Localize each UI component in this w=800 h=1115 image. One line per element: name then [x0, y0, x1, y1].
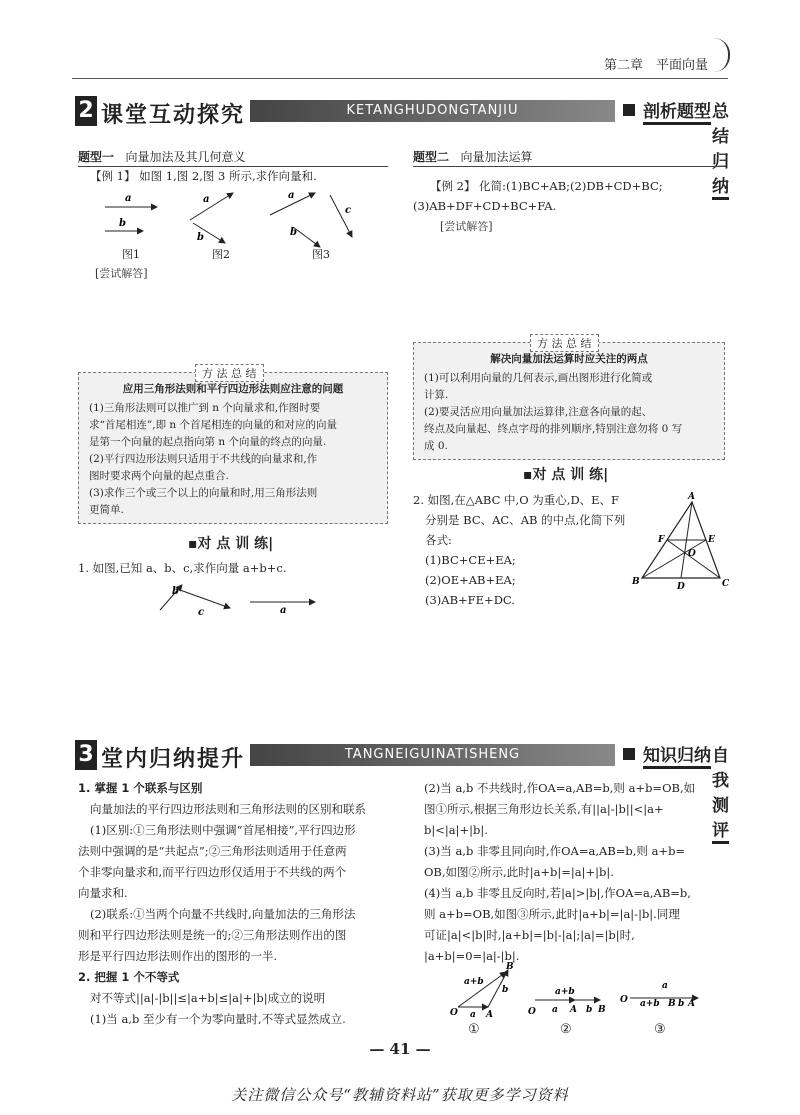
type1-label: 题型一 — [78, 150, 115, 164]
s3r-line: 可证|a|<|b|时,|a+b|=|b|-|a|;|a|=|b|时, — [424, 928, 635, 942]
svg-text:a: a — [288, 190, 295, 201]
practice1-text: 1. 如图,已知 a、b、c,求作向量 a+b+c. — [78, 561, 287, 575]
s3-fig2-label: ② — [560, 1022, 572, 1037]
practice2-line: (3)AB+FE+DC. — [425, 593, 515, 607]
footer-note: 关注微信公众号“教辅资料站”获取更多学习资料 — [231, 1086, 569, 1104]
svg-text:a+b: a+b — [555, 987, 575, 997]
svg-text:a: a — [662, 981, 668, 991]
section2-pinyin: KETANGHUDONGTANJIU — [250, 100, 615, 122]
section2-number: 2 — [75, 96, 97, 126]
s3-line: 则和平行四边形法则是统一的;②三角形法则作出的图 — [78, 928, 347, 942]
fig2-label: 图2 — [212, 248, 230, 261]
s3-heading: 2. 把握 1 个不等式 — [78, 970, 180, 984]
s3r-line: 则 a+b=OB,如图③所示,此时|a+b|=|a|-|b|.同理 — [424, 907, 680, 921]
method1-line: (2)平行四边形法则只适用于不共线的向量求和,作 — [89, 453, 318, 465]
practice2-line: (2)OE+AB+EA; — [425, 573, 516, 587]
method2-line: 成 0. — [424, 440, 448, 452]
svg-text:c: c — [198, 607, 205, 618]
svg-text:O: O — [688, 549, 696, 559]
svg-text:b: b — [290, 227, 297, 238]
fig1-label: 图1 — [122, 248, 140, 261]
try-answer-label-2: [尝试解答] — [440, 220, 493, 233]
try-answer-label-1: [尝试解答] — [95, 267, 148, 280]
method1-title: 方 法 总 结 — [195, 364, 264, 382]
practice2-title: ▪对 点 训 练| — [523, 467, 609, 483]
fig3-label: 图3 — [312, 248, 330, 261]
s3r-line: 图①所示,根据三角形边长关系,有||a|-|b||<|a+ — [424, 802, 664, 816]
svg-text:B: B — [506, 962, 514, 972]
svg-text:a: a — [280, 605, 287, 616]
section3-figures — [440, 962, 720, 1037]
svg-text:a+b: a+b — [464, 977, 484, 987]
example2-line1 — [430, 176, 663, 196]
section3-pinyin: TANGNEIGUINATISHENG — [250, 744, 615, 766]
s3r-line: b|<|a|+|b|. — [424, 823, 488, 837]
practice2-line: 分别是 BC、AC、AB 的中点,化简下列 — [425, 513, 626, 527]
method1-line: 求“首尾相连”,即 n 个首尾相连的向量的和对应的向量 — [89, 419, 338, 431]
practice2-text — [413, 490, 643, 610]
svg-text:O: O — [450, 1008, 458, 1018]
section3-left — [78, 778, 388, 1030]
svg-text:F: F — [658, 535, 665, 545]
example1 — [90, 166, 317, 186]
method-summary-1 — [78, 372, 388, 524]
svg-text:O: O — [528, 1007, 536, 1017]
method1-line: (1)三角形法则可以推广到 n 个向量求和,作图时要 — [89, 402, 321, 414]
svg-text:a: a — [125, 193, 132, 204]
svg-text:a: a — [552, 1005, 558, 1015]
svg-text:O: O — [620, 995, 628, 1005]
section3-title: 堂内归纳提升 — [101, 747, 246, 772]
practice2-line: (1)BC+CE+EA; — [425, 553, 516, 567]
section3-tag1: 知识归纳 — [643, 741, 711, 769]
chapter-header: 第二章 平面向量 — [603, 58, 708, 73]
svg-text:A: A — [688, 492, 695, 502]
method-summary-2 — [413, 342, 725, 460]
svg-text:A: A — [570, 1005, 577, 1015]
svg-text:C: C — [722, 579, 730, 589]
s3-line: (1)区别:①三角形法则中强调“首尾相接”,平行四边形 — [90, 823, 356, 837]
s3r-line: |a+b|=0=|a|-|b|. — [424, 949, 520, 963]
svg-text:a+b: a+b — [640, 999, 660, 1009]
type2-heading — [413, 148, 532, 165]
svg-text:b: b — [172, 586, 179, 597]
s3-line: 向量加法的平行四边形法则和三角形法则的区别和联系 — [90, 802, 366, 816]
s3-line: 向量求和. — [78, 886, 128, 900]
triangle-figure — [630, 490, 730, 590]
header-bracket-decoration — [714, 38, 730, 72]
s3r-line: (2)当 a,b 不共线时,作OA=a,AB=b,则 a+b=OB,如 — [424, 781, 696, 795]
practice2-line: 各式: — [425, 533, 452, 547]
method2-line: 计算. — [424, 389, 449, 401]
type2-label: 题型二 — [413, 150, 450, 164]
section2-tag1: 剖析题型 — [643, 97, 711, 125]
svg-text:B: B — [668, 999, 676, 1009]
svg-text:A: A — [486, 1010, 493, 1020]
svg-text:B: B — [632, 577, 640, 587]
s3-fig1-label: ① — [468, 1022, 480, 1037]
svg-text:D: D — [677, 582, 685, 590]
type1-heading — [78, 148, 245, 165]
s3-line: 法则中强调的是“共起点”;②三角形法则适用于任意两 — [78, 844, 347, 858]
s3-line: (2)联系:①当两个向量不共线时,向量加法的三角形法 — [90, 907, 356, 921]
practice2-line: 2. 如图,在△ABC 中,O 为重心,D、E、F — [413, 493, 620, 507]
svg-text:a: a — [203, 194, 210, 205]
example2-tag: 【例 2】 — [430, 179, 476, 193]
svg-text:b: b — [586, 1005, 593, 1015]
method2-head: 解决向量加法运算时应关注的两点 — [490, 353, 648, 365]
svg-text:A: A — [688, 999, 695, 1009]
type2-title: 向量加法运算 — [460, 150, 533, 164]
example2-line2: (3)AB+DF+CD+BC+FA. — [413, 199, 557, 213]
svg-text:b: b — [678, 999, 685, 1009]
section2-title: 课堂互动探究 — [101, 103, 246, 128]
example1-text: 如图 1,图 2,图 3 所示,求作向量和. — [139, 169, 317, 183]
section3-right — [424, 778, 724, 967]
example1-tag: 【例 1】 — [90, 169, 136, 183]
section3-tag2: 自我测评 — [712, 741, 729, 844]
svg-text:b: b — [197, 232, 204, 243]
practice1-title: ▪对 点 训 练| — [188, 536, 274, 552]
section2-tag2: 总结归纳 — [712, 97, 729, 200]
method1-line: 是第一个向量的起点指向第 n 个向量的终点的向量. — [89, 436, 327, 448]
s3-fig3-label: ③ — [654, 1022, 666, 1037]
practice1-figure — [150, 580, 330, 625]
method2-line: (2)要灵活应用向量加法运算律,注意各向量的起、 — [424, 406, 653, 418]
method1-head: 应用三角形法则和平行四边形法则应注意的问题 — [122, 383, 344, 395]
s3-heading: 1. 掌握 1 个联系与区别 — [78, 781, 203, 795]
s3-line: (1)当 a,b 至少有一个为零向量时,不等式显然成立. — [90, 1012, 346, 1026]
s3-line: 个非零向量求和,而平行四边形仅适用于不共线的两个 — [78, 865, 347, 879]
svg-text:b: b — [119, 218, 126, 229]
s3r-line: (3)当 a,b 非零且同向时,作OA=a,AB=b,则 a+b= — [424, 844, 686, 858]
header-rule — [72, 78, 728, 79]
s3r-line: OB,如图②所示,此时|a+b|=|a|+|b|. — [424, 865, 614, 879]
method2-line: (1)可以利用向量的几何表示,画出图形进行化简或 — [424, 372, 653, 384]
method1-line: 更简单. — [89, 504, 124, 516]
s3-line: 形是平行四边形法则作出的图形的一半. — [78, 949, 278, 963]
svg-text:E: E — [708, 535, 715, 545]
s3-line: 对不等式||a|-|b||≤|a+b|≤|a|+|b|成立的说明 — [90, 991, 326, 1005]
method2-line: 终点及向量起、终点字母的排列顺序,特别注意勿将 0 写 — [424, 423, 683, 435]
type1-title: 向量加法及其几何意义 — [125, 150, 246, 164]
example2-text: 化简:(1)BC+AB;(2)DB+CD+BC; — [479, 179, 663, 193]
svg-text:b: b — [502, 985, 509, 995]
method1-line: (3)求作三个或三个以上的向量和时,用三角形法则 — [89, 487, 318, 499]
svg-text:c: c — [345, 205, 352, 216]
page-number: — 41 — — [369, 1040, 431, 1058]
section3-number: 3 — [75, 740, 97, 770]
method2-title: 方 法 总 结 — [530, 334, 599, 352]
s3r-line: (4)当 a,b 非零且反向时,若|a|>|b|,作OA=a,AB=b, — [424, 886, 691, 900]
method1-line: 图时要求两个向量的起点重合. — [89, 470, 229, 482]
svg-text:B: B — [598, 1005, 606, 1015]
banner-square-icon — [623, 104, 635, 116]
svg-text:a: a — [470, 1010, 476, 1020]
banner-square-icon — [623, 748, 635, 760]
type2-rule — [413, 166, 723, 167]
